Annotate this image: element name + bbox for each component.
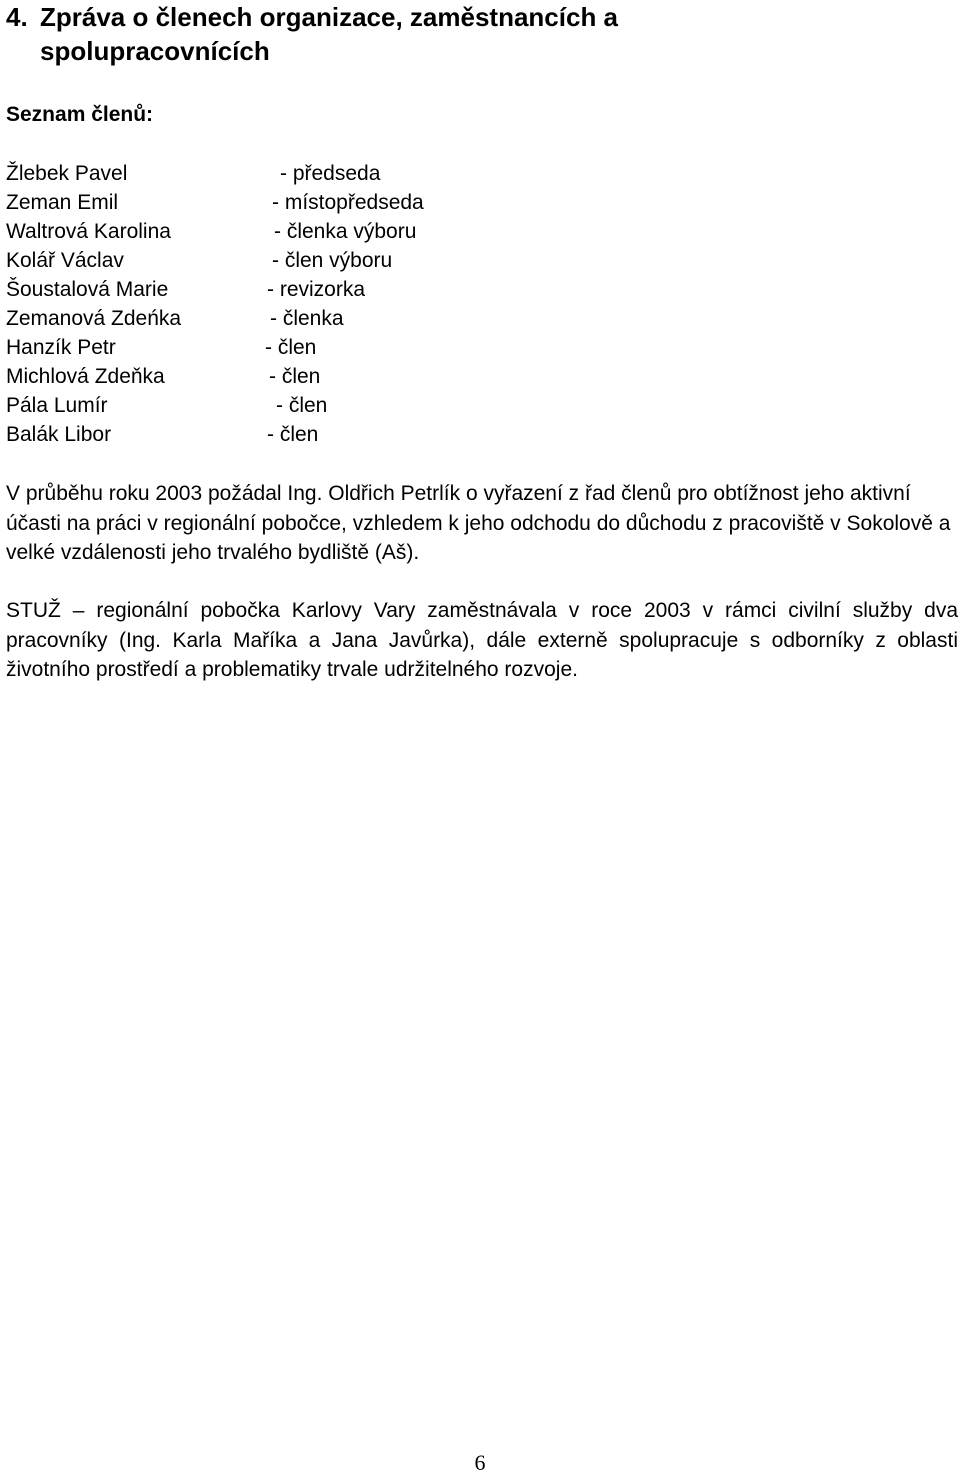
member-row: [6, 362, 566, 391]
member-role: - člen: [276, 394, 328, 417]
member-row: [6, 159, 566, 188]
member-name: Hanzík Petr: [6, 336, 116, 359]
member-role: - členka: [270, 307, 344, 330]
member-name: Zemanová Zdeńka: [6, 307, 182, 330]
member-row: [6, 275, 566, 304]
members-list-title: Seznam členů:: [6, 103, 154, 126]
member-name: Žlebek Pavel: [6, 162, 128, 185]
member-role: - místopředseda: [272, 191, 424, 214]
member-role: - členka výboru: [274, 220, 417, 243]
member-row: [6, 246, 566, 275]
member-role: - člen výboru: [272, 249, 393, 272]
members-list: [6, 159, 566, 449]
member-row: [6, 217, 566, 246]
paragraph-civil-service: STUŽ – regionální pobočka Karlovy Vary zaměstnávala v roce 2003 v rámci civilní služby dva pracovníky (Ing. Karla Maříka a Jana Javůrka), dále externě spolupracuje s odborníky z oblasti životního prostředí a problematiky trvale udržitelného rozvoje.: [6, 599, 958, 681]
member-row: [6, 304, 566, 333]
member-name: Balák Libor: [6, 423, 112, 446]
member-role: - revizorka: [267, 278, 366, 301]
section-number: 4.: [6, 2, 28, 32]
member-name: Pála Lumír: [6, 394, 108, 417]
member-name: Zeman Emil: [6, 191, 119, 214]
member-name: Michlová Zdeňka: [6, 365, 165, 388]
member-row: [6, 420, 566, 449]
member-role: - předseda: [280, 162, 381, 185]
member-row: [6, 188, 566, 217]
section-heading: [6, 0, 946, 68]
section-title-line2: spolupracovnících: [40, 36, 270, 66]
member-name: Waltrová Karolina: [6, 220, 171, 243]
member-role: - člen: [269, 365, 321, 388]
member-name: Šoustalová Marie: [6, 278, 169, 301]
member-row: [6, 333, 566, 362]
page-number: 6: [474, 1450, 486, 1475]
member-row: [6, 391, 566, 420]
section-title-line1: Zpráva o členech organizace, zaměstnancích a: [40, 2, 619, 32]
paragraph-petrlik: V průběhu roku 2003 požádal Ing. Oldřich Petrlík o vyřazení z řad členů pro obtížnost jeho aktivní účasti na práci v regionální pobočce, vzhledem k jeho odchodu do důchodu z pracoviště v Sokolově a velké vzdálenosti jeho trvalého bydliště (Aš).: [6, 482, 951, 564]
member-role: - člen: [265, 336, 317, 359]
member-name: Kolář Václav: [6, 249, 124, 272]
member-role: - člen: [267, 423, 319, 446]
